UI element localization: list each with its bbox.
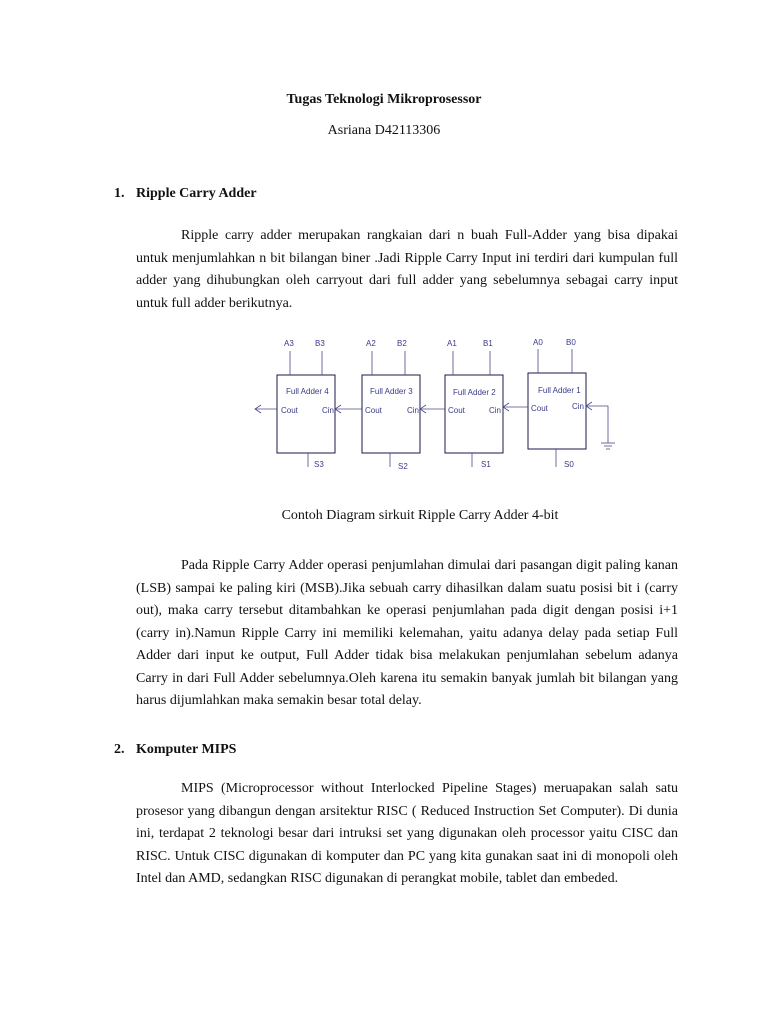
full-adder-1-input-a: A0 bbox=[533, 338, 543, 347]
full-adder-3-cin: Cin bbox=[407, 406, 420, 415]
full-adder-2 bbox=[445, 339, 503, 469]
section-1-paragraph-2: Pada Ripple Carry Adder operasi penjumlahan dimulai dari pasangan digit paling kanan (LSB) sampai ke paling kiri (MSB).Jika sebuah carry dihasilkan dalam suatu posisi bit i (carry out), maka carry tersebut ditambahkan ke operasi penjumlahan pada digit dengan posisi i+1 (carry in).Namun Ripple Carry ini memiliki kelemahan, yaitu adanya delay pada setiap Full Adder dari input ke output, Full Adder tidak bisa melakukan penjumlahan sebelum adanya Carry in dari Full Adder sebelumnya.Oleh karena itu semakin banyak jumlah bit bilangan yang harus dijumlahkan maka semakin besar total delay. bbox=[136, 558, 678, 708]
full-adder-3-cout: Cout bbox=[365, 406, 382, 415]
full-adder-1-cout: Cout bbox=[531, 404, 548, 413]
full-adder-2-sum: S1 bbox=[481, 460, 491, 469]
full-adder-1-input-b: B0 bbox=[566, 338, 576, 347]
full-adder-4-input-a: A3 bbox=[284, 339, 294, 348]
full-adder-1 bbox=[528, 338, 586, 469]
section-1-heading bbox=[114, 186, 257, 202]
sum-wires bbox=[308, 449, 556, 467]
full-adder-2-label: Full Adder 2 bbox=[453, 388, 496, 397]
full-adder-4-cout: Cout bbox=[281, 406, 298, 415]
full-adder-1-label: Full Adder 1 bbox=[538, 386, 581, 395]
full-adder-3-input-b: B2 bbox=[397, 339, 407, 348]
full-adder-3 bbox=[362, 339, 420, 471]
section-1-paragraph-1: Ripple carry adder merupakan rangkaian dari n buah Full-Adder yang bisa dipakai untuk menjumlahkan n bit bilangan biner .Jadi Ripple Carry Input ini terdiri dari kumpulan full adder yang dihubungkan oleh carryout dari full adder yang sebelumnya sebagai carry input untuk full adder berikutnya. bbox=[136, 228, 678, 311]
document-title: Tugas Teknologi Mikroprosessor bbox=[286, 92, 482, 107]
ripple-carry-adder-diagram bbox=[250, 333, 630, 478]
section-2-title: Komputer MIPS bbox=[136, 742, 237, 757]
full-adder-3-input-a: A2 bbox=[366, 339, 376, 348]
full-adder-1-sum: S0 bbox=[564, 460, 574, 469]
diagram-caption: Contoh Diagram sirkuit Ripple Carry Adder 4-bit bbox=[281, 508, 559, 523]
full-adder-3-sum: S2 bbox=[398, 462, 408, 471]
section-2-heading bbox=[114, 742, 236, 758]
full-adder-2-cout: Cout bbox=[448, 406, 465, 415]
full-adder-4-input-b: B3 bbox=[315, 339, 325, 348]
section-1-title: Ripple Carry Adder bbox=[136, 186, 257, 201]
full-adder-4-label: Full Adder 4 bbox=[286, 387, 329, 396]
full-adder-4 bbox=[277, 339, 335, 469]
full-adder-4-cin: Cin bbox=[322, 406, 335, 415]
full-adder-1-cin: Cin bbox=[572, 402, 585, 411]
section-2-number: 2. bbox=[114, 742, 125, 757]
full-adder-2-input-a: A1 bbox=[447, 339, 457, 348]
full-adder-2-cin: Cin bbox=[489, 406, 502, 415]
ground-icon bbox=[601, 443, 615, 449]
full-adder-3-label: Full Adder 3 bbox=[370, 387, 413, 396]
input-wires bbox=[290, 349, 572, 375]
full-adder-2-input-b: B1 bbox=[483, 339, 493, 348]
section-1-number: 1. bbox=[114, 186, 125, 201]
full-adder-4-sum: S3 bbox=[314, 460, 324, 469]
document-author: Asriana D42113306 bbox=[327, 123, 441, 138]
section-2-paragraph-1: MIPS (Microprocessor without Interlocked Pipeline Stages) meruapakan salah satu prosesor yang dibangun dengan arsitektur RISC ( Reduced Instruction Set Computer). Di dunia ini, terdapat 2 teknologi besar dari intruksi set yang digunakan oleh processor yaitu CISC dan RISC. Untuk CISC digunakan di komputer dan PC yang kita gunakan saat ini di monopoli oleh Intel dan AMD, sedangkan RISC digunakan di perangkat mobile, tablet dan embeded. bbox=[136, 781, 678, 886]
